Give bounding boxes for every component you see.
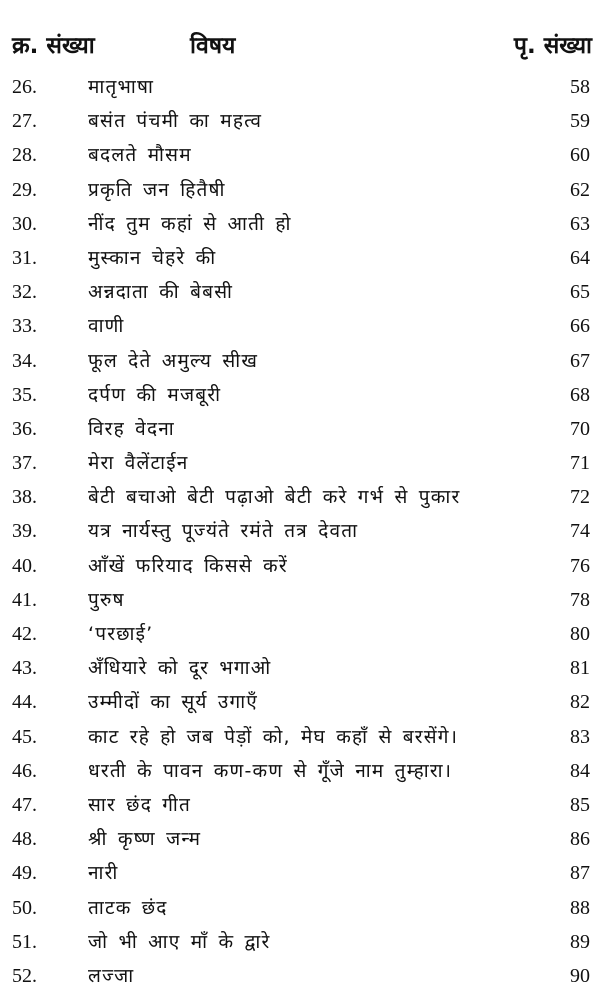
entry-number: 47. [12,793,37,816]
toc-entry [0,378,600,412]
entry-title: फूल देते अमुल्य सीख [88,349,259,372]
entry-page-number: 83 [570,725,590,748]
entry-title: आँखें फरियाद किससे करें [88,554,288,577]
entry-number: 45. [12,725,37,748]
entry-page-number: 87 [570,862,590,885]
entry-title: नींद तुम कहां से आती हो [88,212,292,235]
toc-entry [0,275,600,309]
entry-number: 39. [12,520,37,543]
entry-number: 43. [12,657,37,680]
entry-title: धरती के पावन कण-कण से गूँजे नाम तुम्हारा। [88,759,453,782]
page-column-header: पृ. संख्या [513,33,592,59]
entry-page-number: 90 [570,964,590,987]
toc-entries [0,70,600,993]
entry-title: बसंत पंचमी का महत्व [88,110,263,133]
entry-title: सार छंद गीत [88,793,192,816]
entry-title: नारी [88,862,119,885]
entry-title: विरह वेदना [88,417,175,440]
entry-number: 28. [12,144,37,167]
entry-page-number: 85 [570,793,590,816]
toc-entry [0,138,600,172]
entry-number: 50. [12,896,37,919]
entry-number: 29. [12,178,37,201]
entry-title: लज्जा [88,964,135,987]
entry-number: 33. [12,315,37,338]
entry-number: 34. [12,349,37,372]
entry-title: दर्पण की मजबूरी [88,383,222,406]
entry-title: पुरुष [88,588,125,611]
entry-page-number: 64 [570,246,590,269]
entry-number: 51. [12,930,37,953]
entry-number: 41. [12,588,37,611]
entry-page-number: 78 [570,588,590,611]
toc-entry [0,173,600,207]
entry-title: मुस्कान चेहरे की [88,246,217,269]
entry-number: 32. [12,281,37,304]
entry-title: ताटक छंद [88,896,168,919]
toc-entry [0,856,600,890]
toc-entry [0,446,600,480]
entry-number: 40. [12,554,37,577]
entry-page-number: 63 [570,212,590,235]
entry-page-number: 67 [570,349,590,372]
entry-title: मातृभाषा [88,76,155,98]
entry-number: 52. [12,964,37,987]
entry-page-number: 71 [570,452,590,475]
entry-page-number: 62 [570,178,590,201]
toc-entry [0,104,600,138]
toc-entry [0,822,600,856]
entry-page-number: 70 [570,417,590,440]
entry-title: उम्मीदों का सूर्य उगाएँ [88,691,259,714]
toc-entry [0,583,600,617]
entry-title: अन्नदाता की बेबसी [88,281,234,304]
entry-page-number: 84 [570,759,590,782]
entry-number: 26. [12,76,37,98]
toc-header [0,28,600,68]
toc-entry [0,549,600,583]
number-column-header: क्र. संख्या [12,33,95,59]
entry-number: 35. [12,383,37,406]
toc-entry [0,685,600,719]
toc-entry [0,514,600,548]
entry-number: 27. [12,110,37,133]
entry-page-number: 74 [570,520,590,543]
entry-title: जो भी आए माँ के द्वारे [88,930,271,953]
toc-entry [0,651,600,685]
entry-number: 49. [12,862,37,885]
toc-entry [0,207,600,241]
entry-title: बेटी बचाओ बेटी पढ़ाओ बेटी करे गर्भ से पुकार [88,486,461,509]
entry-page-number: 72 [570,486,590,509]
entry-page-number: 66 [570,315,590,338]
entry-page-number: 60 [570,144,590,167]
entry-title: बदलते मौसम [88,144,192,167]
entry-page-number: 89 [570,930,590,953]
entry-page-number: 68 [570,383,590,406]
toc-entry [0,412,600,446]
toc-entry [0,925,600,959]
entry-title: प्रकृति जन हितैषी [88,178,226,201]
entry-page-number: 86 [570,828,590,851]
entry-page-number: 76 [570,554,590,577]
entry-page-number: 59 [570,110,590,133]
entry-title: मेरा वैलेंटाईन [88,452,189,475]
entry-page-number: 88 [570,896,590,919]
entry-number: 37. [12,452,37,475]
entry-number: 44. [12,691,37,714]
toc-entry [0,720,600,754]
entry-page-number: 82 [570,691,590,714]
toc-entry [0,480,600,514]
entry-number: 46. [12,759,37,782]
entry-number: 38. [12,486,37,509]
toc-entry [0,309,600,343]
entry-number: 42. [12,623,37,645]
entry-number: 48. [12,828,37,851]
toc-entry [0,617,600,651]
entry-title: अँधियारे को दूर भगाओ [88,657,272,680]
entry-page-number: 80 [570,623,590,645]
entry-number: 30. [12,212,37,235]
toc-entry [0,959,600,993]
entry-title: काट रहे हो जब पेड़ों को, मेघ कहाँ से बरसेंगे। [88,725,459,748]
entry-number: 36. [12,417,37,440]
entry-page-number: 65 [570,281,590,304]
toc-entry [0,70,600,104]
toc-entry [0,241,600,275]
entry-title: श्री कृष्ण जन्म [88,828,202,851]
subject-column-header: विषय [190,33,236,59]
entry-title: वाणी [88,315,125,338]
entry-title: यत्र नार्यस्तु पूज्यंते रमंते तत्र देवता [88,520,359,543]
toc-entry [0,891,600,925]
entry-number: 31. [12,246,37,269]
toc-entry [0,344,600,378]
entry-page-number: 81 [570,657,590,680]
entry-title: ‘परछाई’ [88,623,154,645]
entry-page-number: 58 [570,76,590,98]
toc-entry [0,788,600,822]
toc-entry [0,754,600,788]
